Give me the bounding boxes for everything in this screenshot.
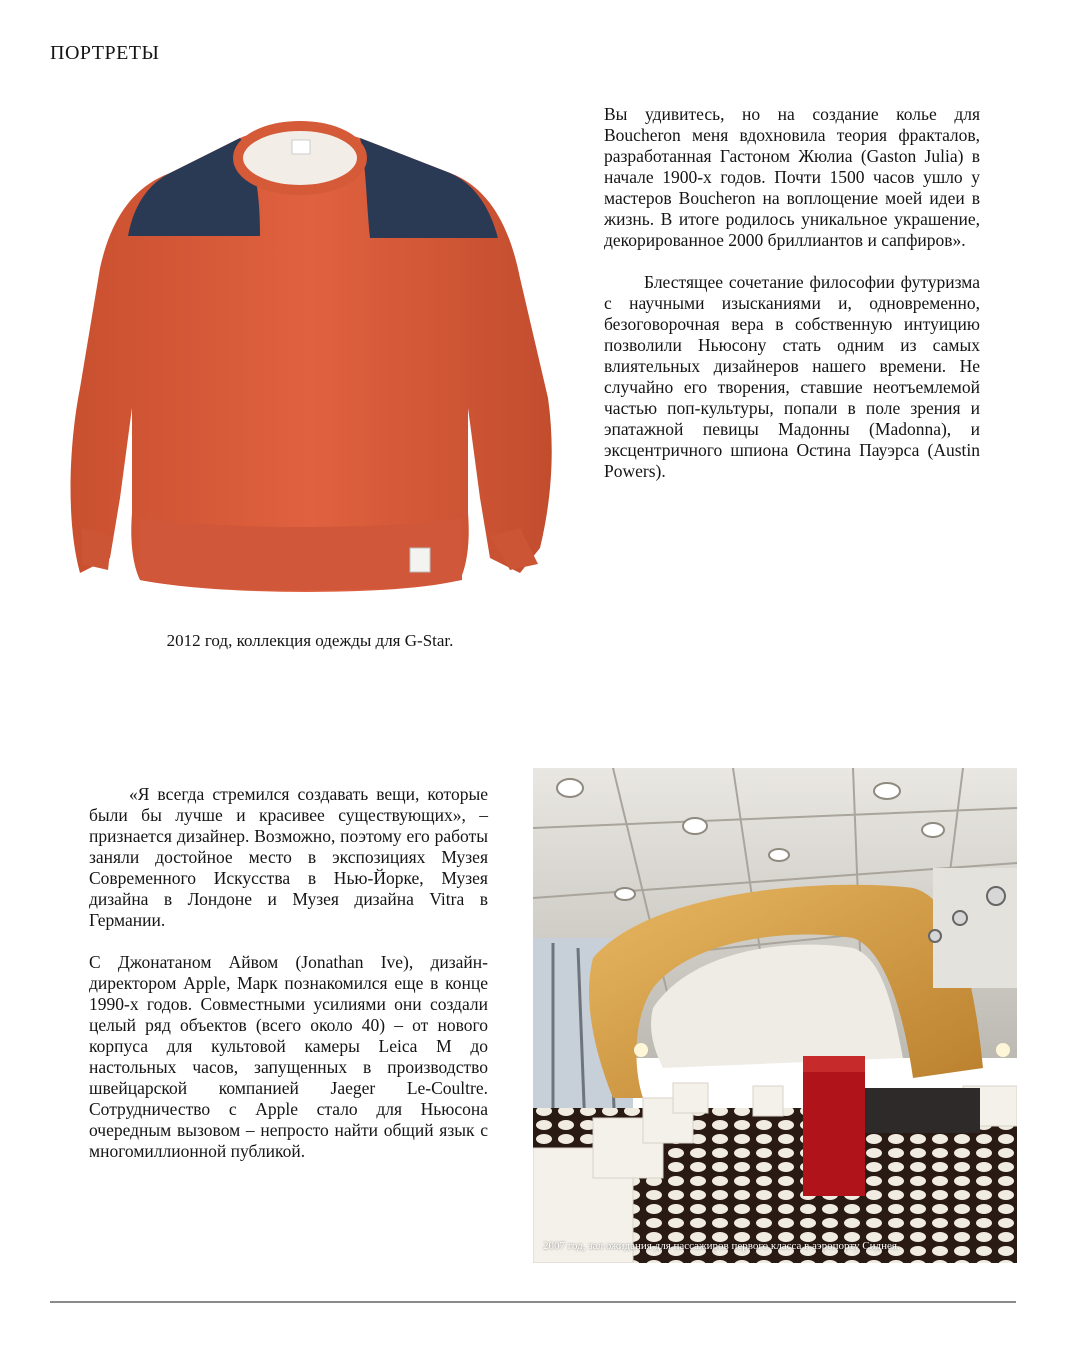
paragraph: Вы удивитесь, но на создание колье для Boucheron меня вдохновила теория фрактaлов, разработанная Гастоном Жюлиа (Gaston Julia) в начале 1900-х годов. Почти 1500 часов ушло у мастеров Boucheron на воплощение моей идеи в жизнь. В итоге родилось уникальное украшение, декорированное 2000 бриллиантов и сапфиров». — [604, 104, 980, 250]
red-column — [803, 1056, 865, 1196]
page-bottom-rule — [50, 1301, 1016, 1303]
sweater-photo — [70, 118, 580, 618]
right-shoulder-panel — [360, 138, 498, 238]
neck-opening — [238, 126, 362, 190]
right-text-column — [604, 104, 980, 482]
paragraph: «Я всегда стремился создавать вещи, которые были бы лучше и красивее существующих», – признается дизайнер. Возможно, поэтому его работы заняли достойное место в экспозициях Музея Современного Искусства в Нью-Йорке, Музея дизайна в Лондоне и Музея дизайна Vitra в Германии. — [89, 784, 488, 930]
paragraph: С Джонатаном Айвом (Jonathan Ive), дизайн-директором Apple, Марк познакомился еще в конце 1990-х годов. Совместными усилиями они создали целый ряд объектов (всего около 40) – от нового корпуса для культовой камеры Leica M до настольных часов, запущенных в производство швейцарской компанией Jaeger Le-Coultre. Сотрудничество с Apple стало для Ньюсона очередным вызовом – непросто найти общий язык с многомиллионной публикой. — [89, 952, 488, 1161]
left-text-column — [89, 784, 488, 1162]
neck-label — [292, 140, 310, 154]
lounge-caption: 2007 год, зал ожидания для пассажиров первого класса в аэропорту Сиднея. — [543, 1240, 900, 1252]
dark-sofa — [865, 1088, 980, 1133]
sweater-illustration — [70, 118, 580, 618]
sweater-caption: 2012 год, коллекция одежды для G-Star. — [166, 631, 454, 650]
lounge-photo — [533, 768, 1017, 1263]
paragraph: Блестящее сочетание философии футуризма с научными изысканиями и, одновременно, безоговорочная вера в собственную интуицию позволили Ньюсону стать одним из самых влиятельных дизайнеров нашего времени. Не случайно его творения, ставшие неотъемлемой частью поп-культуры, попали в поле зрения и эпатажной певицы Мадонны (Madonna), и эксцентричного шпиона Остина Пауэрса (Austin Powers). — [604, 272, 980, 481]
right-wall — [933, 868, 1017, 988]
hem-tag — [410, 548, 430, 572]
section-title: ПОРТРЕТЫ — [50, 42, 160, 64]
lounge-illustration — [533, 768, 1017, 1263]
red-column-top — [803, 1056, 865, 1072]
